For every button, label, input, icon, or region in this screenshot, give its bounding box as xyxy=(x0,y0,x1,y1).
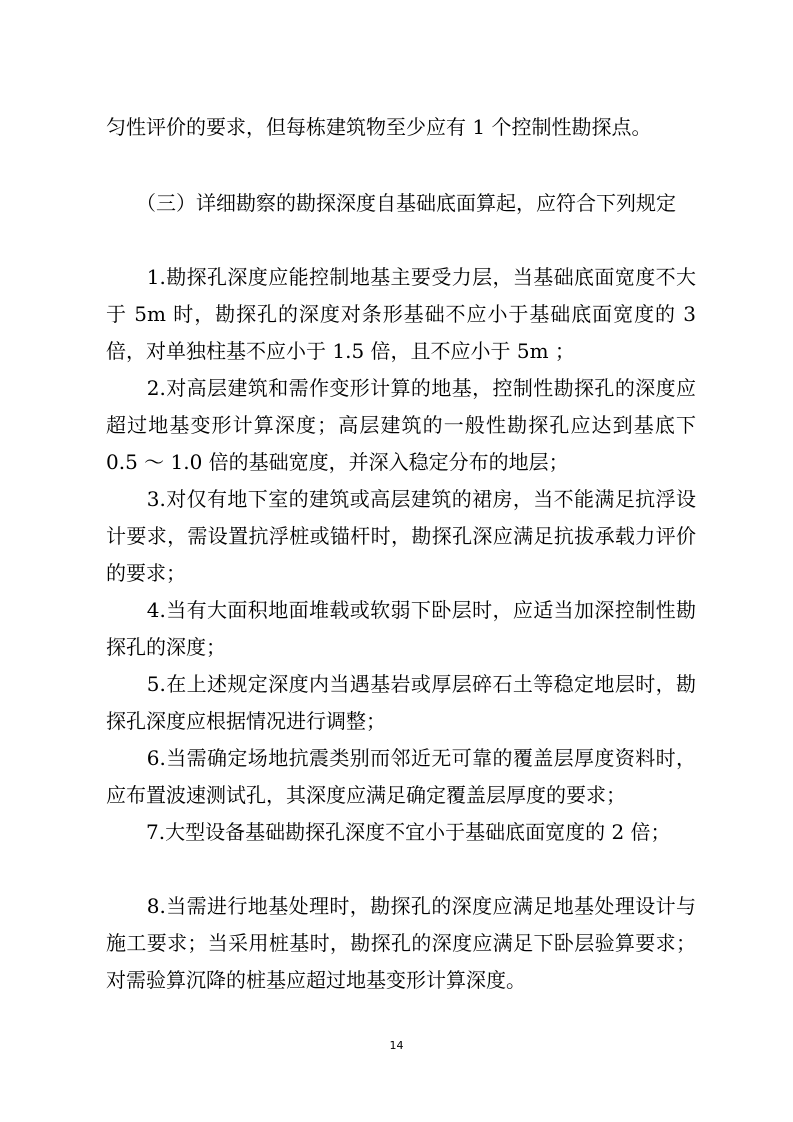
list-item-5: 5.在上述规定深度内当遇基岩或厚层碎石土等稳定地层时，勘探孔深度应根据情况进行调整； xyxy=(106,672,696,733)
section-heading: （三）详细勘察的勘探深度自基础底面算起，应符合下列规定 xyxy=(106,191,676,215)
paragraph-intro: 匀性评价的要求，但每栋建筑物至少应有 1 个控制性勘探点。 xyxy=(106,115,652,139)
list-item-6: 6.当需确定场地抗震类别而邻近无可靠的覆盖层厚度资料时，应布置波速测试孔，其深度应满足确定覆盖层厚度的要求； xyxy=(106,746,696,807)
list-item-4: 4.当有大面积地面堆载或软弱下卧层时，应适当加深控制性勘探孔的深度； xyxy=(106,598,696,659)
list-item-3: 3.对仅有地下室的建筑或高层建筑的裙房，当不能满足抗浮设计要求，需设置抗浮桩或锚杆时，勘探孔深应满足抗拔承载力评价的要求； xyxy=(106,487,696,585)
page-number: 14 xyxy=(389,1039,404,1052)
list-item-1: 1.勘探孔深度应能控制地基主要受力层，当基础底面宽度不大于 5m 时，勘探孔的深度对条形基础不应小于基础底面宽度的 3 倍，对单独柱基不应小于 1.5 倍，且不应小于 5m ； xyxy=(106,265,703,363)
list-item-7: 7.大型设备基础勘探孔深度不宜小于基础底面宽度的 2 倍； xyxy=(106,820,671,844)
list-item-8: 8.当需进行地基处理时，勘探孔的深度应满足地基处理设计与施工要求；当采用桩基时，勘探孔的深度应满足下卧层验算要求；对需验算沉降的桩基应超过地基变形计算深度。 xyxy=(106,894,696,992)
list-item-2: 2.对高层建筑和需作变形计算的地基，控制性勘探孔的深度应超过地基变形计算深度；高层建筑的一般性勘探孔应达到基底下 0.5 ～ 1.0 倍的基础宽度，并深入稳定分布的地层； xyxy=(106,376,703,474)
